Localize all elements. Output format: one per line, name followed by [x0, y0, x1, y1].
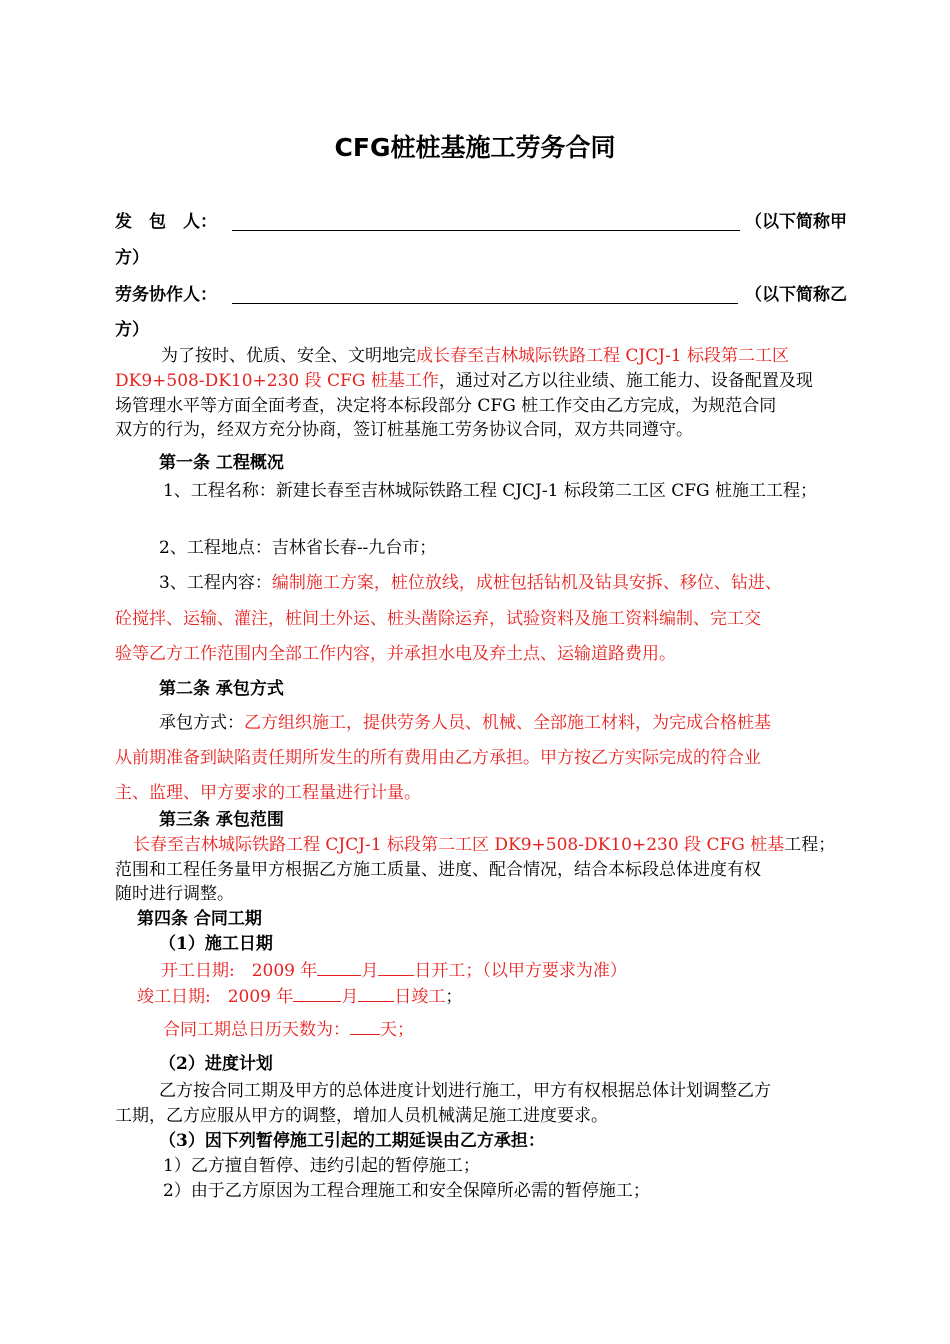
intro-line-4: 双方的行为，经双方充分协商，签订桩基施工劳务协议合同，双方共同遵守。: [115, 420, 693, 440]
article-1-item-3-line-3: 验等乙方工作范围内全部工作内容，并承担水电及弃土点、运输道路费用。: [115, 644, 676, 664]
article-1-item-3-line-2: 砼搅拌、运输、灌注，桩间土外运、桩头凿除运弃，试验资料及施工资料编制、完工交: [115, 609, 761, 629]
start-day-blank: [378, 957, 414, 976]
start-month-blank: [317, 957, 361, 976]
article-4-sub-3: （3）因下列暂停施工引起的工期延误由乙方承担：: [159, 1131, 545, 1151]
contract-mode-content: 乙方组织施工，提供劳务人员、机械、全部施工材料，为完成合格桩基: [244, 713, 771, 733]
intro-highlight: DK9+508-DK10+230 段 CFG 桩基工作: [115, 371, 439, 391]
article-2-heading: 第二条 承包方式: [159, 679, 284, 699]
total-days-unit: 天；: [380, 1020, 414, 1040]
contract-mode-label: 承包方式：: [159, 713, 244, 733]
plan-line-1: 乙方按合同工期及甲方的总体进度计划进行施工，甲方有权根据总体计划调整乙方: [159, 1081, 771, 1101]
start-date-line: [161, 957, 627, 983]
employer-suffix: （以下简称甲: [745, 212, 847, 232]
article-3-line-3: 随时进行调整。: [115, 884, 234, 904]
end-date-prefix: 竣工日期: 2009 年: [137, 987, 294, 1007]
page-title: CFG桩桩基施工劳务合同: [334, 133, 616, 162]
total-days-line: [163, 1016, 414, 1042]
article-2-line-1: [159, 711, 771, 735]
contractor-suffix: （以下简称乙: [745, 285, 847, 305]
end-day-blank: [358, 983, 394, 1002]
end-date-line: [137, 983, 462, 1009]
article-4-sub-1: （1）施工日期: [159, 934, 273, 954]
intro-line-1: [161, 344, 789, 368]
total-days-blank: [350, 1016, 380, 1035]
end-date-month: 月: [341, 987, 359, 1007]
start-date-prefix: 开工日期: 2009 年: [161, 961, 318, 981]
employer-label: 发 包 人：: [115, 212, 217, 232]
intro-text: 为了按时、优质、安全、文明地完: [161, 346, 416, 366]
intro-highlight: 成长春至吉林城际铁路工程 CJCJ-1 标段第二工区: [416, 346, 790, 366]
delay-item-2: 2）由于乙方原因为工程合理施工和安全保障所必需的暂停施工；: [163, 1181, 650, 1201]
article-2-line-3: 主、监理、甲方要求的工程量进行计量。: [115, 783, 421, 803]
employer-suffix-wrap: 方）: [115, 248, 149, 268]
article-4-sub-2: （2）进度计划: [159, 1054, 273, 1074]
plan-line-2: 工期，乙方应服从甲方的调整，增加人员机械满足施工进度要求。: [115, 1106, 608, 1126]
end-month-blank: [293, 983, 341, 1002]
start-date-suffix: 日开工；（以甲方要求为准）: [414, 961, 627, 981]
scope-highlight: 长春至吉林城际铁路工程 CJCJ-1 标段第二工区 DK9+508-DK10+230 段 CFG 桩基: [133, 835, 785, 855]
employer-blank: [232, 212, 740, 231]
delay-item-1: 1）乙方擅自暂停、违约引起的暂停施工；: [163, 1156, 480, 1176]
intro-text: ，通过对乙方以往业绩、施工能力、设备配置及现: [438, 371, 813, 391]
article-1-item-1: 1、工程名称：新建长春至吉林城际铁路工程 CJCJ-1 标段第二工区 CFG 桩施工工程；: [163, 481, 818, 501]
article-3-line-1: [133, 833, 835, 857]
end-date-suffix: 日竣工: [394, 987, 446, 1007]
end-date-punct: ；: [445, 987, 463, 1007]
article-3-heading: 第三条 承包范围: [159, 810, 284, 830]
article-1-item-2: 2、工程地点：吉林省长春--九台市；: [159, 538, 437, 558]
article-1-item-3: [159, 571, 782, 595]
scope-text: 工程；: [784, 835, 836, 855]
article-3-line-2: 范围和工程任务量甲方根据乙方施工质量、进度、配合情况，结合本标段总体进度有权: [115, 860, 761, 880]
article-1-heading: 第一条 工程概况: [159, 453, 284, 473]
article-4-heading: 第四条 合同工期: [137, 909, 262, 929]
intro-line-2: [115, 369, 813, 393]
contractor-label: 劳务协作人：: [115, 285, 217, 305]
contractor-blank: [232, 285, 738, 304]
total-days-label: 合同工期总日历天数为：: [163, 1020, 350, 1040]
contractor-suffix-wrap: 方）: [115, 320, 149, 340]
item-3-label: 3、工程内容：: [159, 573, 272, 593]
item-3-content: 编制施工方案，桩位放线，成桩包括钻机及钻具安拆、移位、钻进、: [271, 573, 782, 593]
intro-line-3: 场管理水平等方面全面考查，决定将本标段部分 CFG 桩工作交由乙方完成，为规范合同: [115, 396, 777, 416]
start-date-month: 月: [361, 961, 379, 981]
article-2-line-2: 从前期准备到缺陷责任期所发生的所有费用由乙方承担。甲方按乙方实际完成的符合业: [115, 748, 761, 768]
